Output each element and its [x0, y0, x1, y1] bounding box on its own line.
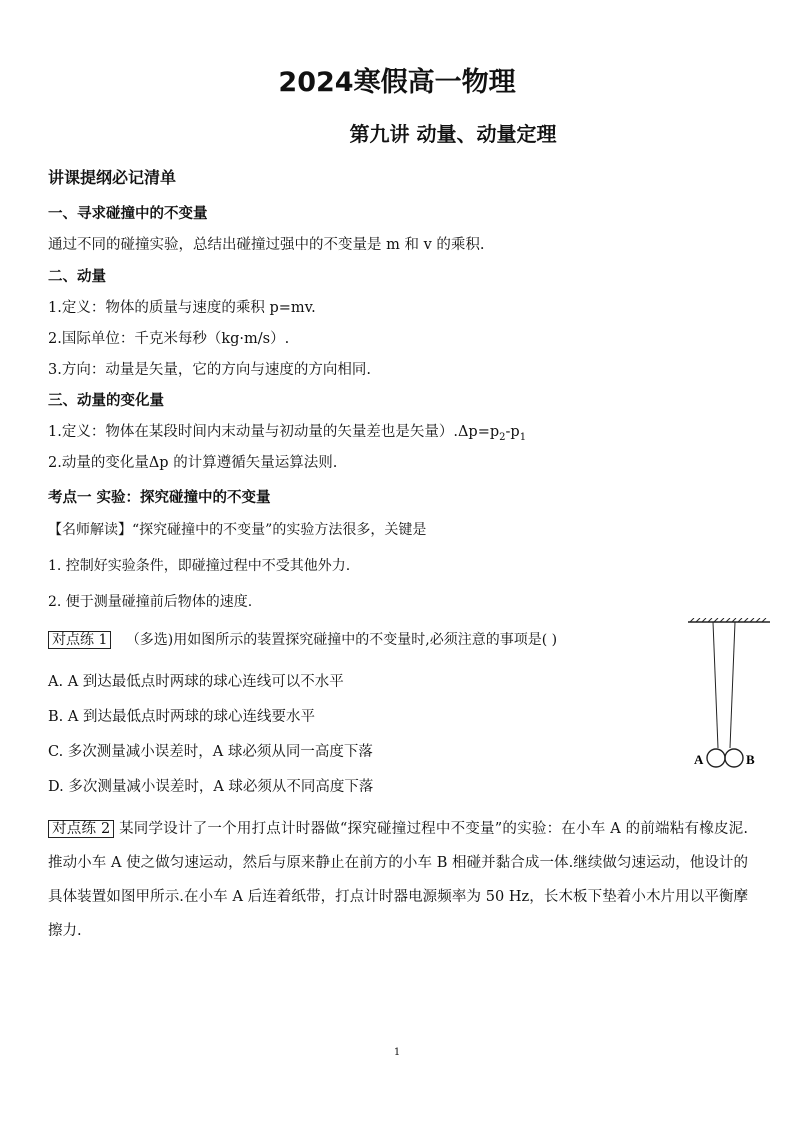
section-2-line-2: 2.国际单位：千克米每秒（kg·m/s）. [48, 331, 290, 347]
lecture-subtitle: 第九讲 动量、动量定理 [349, 122, 557, 146]
section-3-line-2: 2.动量的变化量Δp 的计算遵循矢量运算法则. [48, 455, 338, 471]
section-3-line-1 [48, 420, 526, 443]
exercise-1-option-b: B. A 到达最低点时两球的球心连线要水平 [48, 709, 315, 725]
string-a [713, 622, 718, 748]
section-2-heading: 二、动量 [48, 269, 106, 285]
exercise-2-text: 某同学设计了一个用打点计时器做“探究碰撞过程中不变量”的实验：在小车 A 的前端粘有橡皮泥.推动小车 A 使之做匀速运动，然后与原来静止在前方的小车 B 相碰并黏合成一体.继续做匀速运动，他设计的具体装置如图甲所示.在小车 A 后连着纸带，打点计时器电源频率为 50 Hz，长木板下垫着小木片用以平衡摩擦力. [48, 821, 749, 939]
reading-point-2: 2. 便于测量碰撞前后物体的速度. [48, 594, 253, 610]
section-2-line-3: 3.方向：动量是矢量，它的方向与速度的方向相同. [48, 362, 371, 378]
section-2-line-1: 1.定义：物体的质量与速度的乘积 p=mv. [48, 300, 316, 316]
exercise-1-line [48, 629, 557, 649]
exercise-2-paragraph [48, 812, 748, 948]
ball-a [707, 749, 725, 767]
outline-heading: 讲课提纲必记清单 [48, 168, 177, 187]
delta-p-minus: -p [505, 424, 520, 440]
reading-point-1: 1. 控制好实验条件，即碰撞过程中不受其他外力. [48, 558, 351, 574]
exercise-1-option-a: A. A 到达最低点时两球的球心连线可以不水平 [48, 674, 344, 690]
ball-b [725, 749, 743, 767]
subscript-2: 2 [499, 431, 506, 443]
exercise-1-option-c: C. 多次测量减小误差时，A 球必须从同一高度下落 [48, 744, 373, 760]
pendulum-figure [684, 618, 774, 778]
kaodian-heading: 考点一 实验：探究碰撞中的不变量 [48, 490, 271, 506]
section-3-heading: 三、动量的变化量 [48, 393, 164, 409]
teacher-reading: 【名师解读】“探究碰撞中的不变量”的实验方法很多，关键是 [48, 522, 427, 538]
exercise-1-option-d: D. 多次测量减小误差时，A 球必须从不同高度下落 [48, 779, 374, 795]
figure-label-b: B [746, 752, 755, 767]
exercise-1-label: 对点练 1 [48, 631, 111, 649]
string-b [730, 622, 735, 748]
section-1-text: 通过不同的碰撞实验，总结出碰撞过强中的不变量是 m 和 v 的乘积. [48, 237, 485, 253]
page-number: 1 [393, 1047, 401, 1058]
exercise-1-question: （多选)用如图所示的装置探究碰撞中的不变量时,必须注意的事项是( ) [125, 632, 558, 648]
subscript-1: 1 [519, 431, 527, 443]
figure-label-a: A [694, 752, 704, 767]
exercise-2-label: 对点练 2 [48, 820, 114, 838]
delta-p-definition: 1.定义：物体在某段时间内末动量与初动量的矢量差也是矢量）.Δp=p [48, 424, 500, 440]
section-1-heading: 一、寻求碰撞中的不变量 [48, 206, 208, 222]
page-title: 2024寒假高一物理 [278, 67, 516, 98]
